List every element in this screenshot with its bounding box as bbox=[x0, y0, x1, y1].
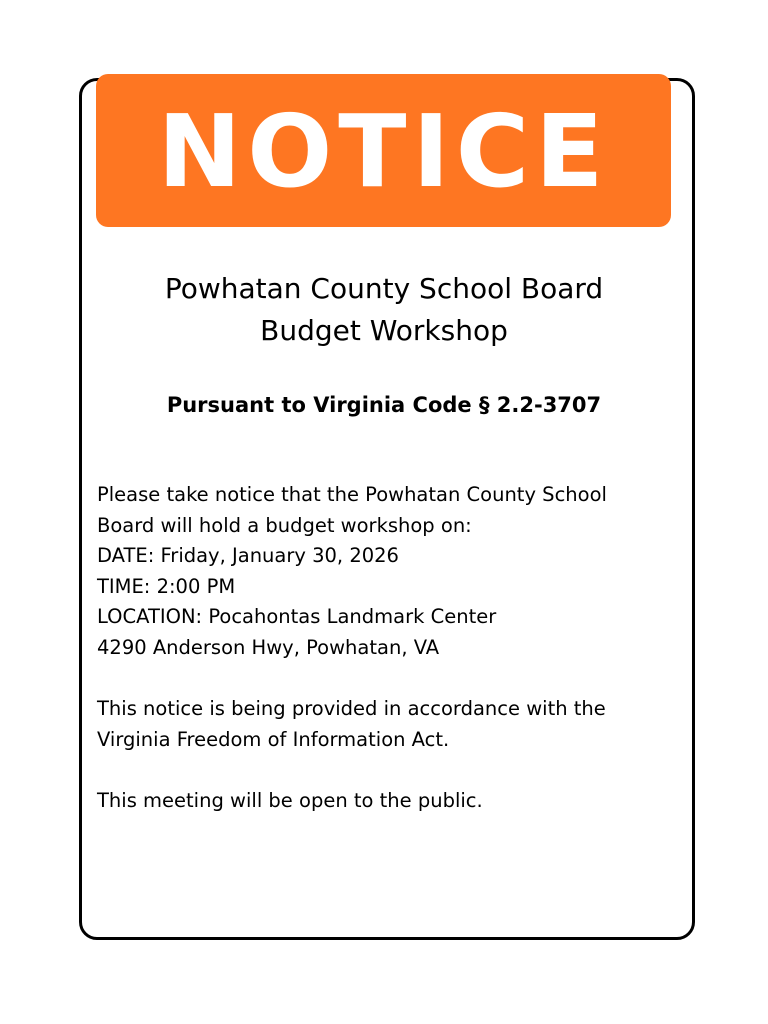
meeting-address: 4290 Anderson Hwy, Powhatan, VA bbox=[97, 635, 440, 659]
meeting-location: LOCATION: Pocahontas Landmark Center bbox=[97, 605, 497, 628]
details-line-1: Please take notice that the Powhatan County School bbox=[97, 483, 607, 506]
foia-line-2: Virginia Freedom of Information Act. bbox=[97, 727, 450, 751]
public-line-1: This meeting will be open to the public. bbox=[97, 789, 483, 812]
public-statement bbox=[97, 786, 677, 817]
meeting-time: TIME: 2:00 PM bbox=[97, 574, 236, 598]
notice-banner bbox=[96, 74, 671, 227]
meeting-details bbox=[97, 480, 677, 663]
notice-title bbox=[80, 268, 688, 352]
title-line-2: Budget Workshop bbox=[260, 314, 508, 347]
banner-heading: NOTICE bbox=[157, 92, 610, 210]
legal-citation: Pursuant to Virginia Code § 2.2-3707 bbox=[166, 393, 602, 417]
title-line-1: Powhatan County School Board bbox=[164, 272, 604, 305]
meeting-date: DATE: Friday, January 30, 2026 bbox=[97, 544, 399, 567]
details-line-2: Board will hold a budget workshop on: bbox=[97, 513, 472, 537]
foia-statement bbox=[97, 694, 677, 755]
foia-line-1: This notice is being provided in accordance with the bbox=[97, 697, 606, 720]
